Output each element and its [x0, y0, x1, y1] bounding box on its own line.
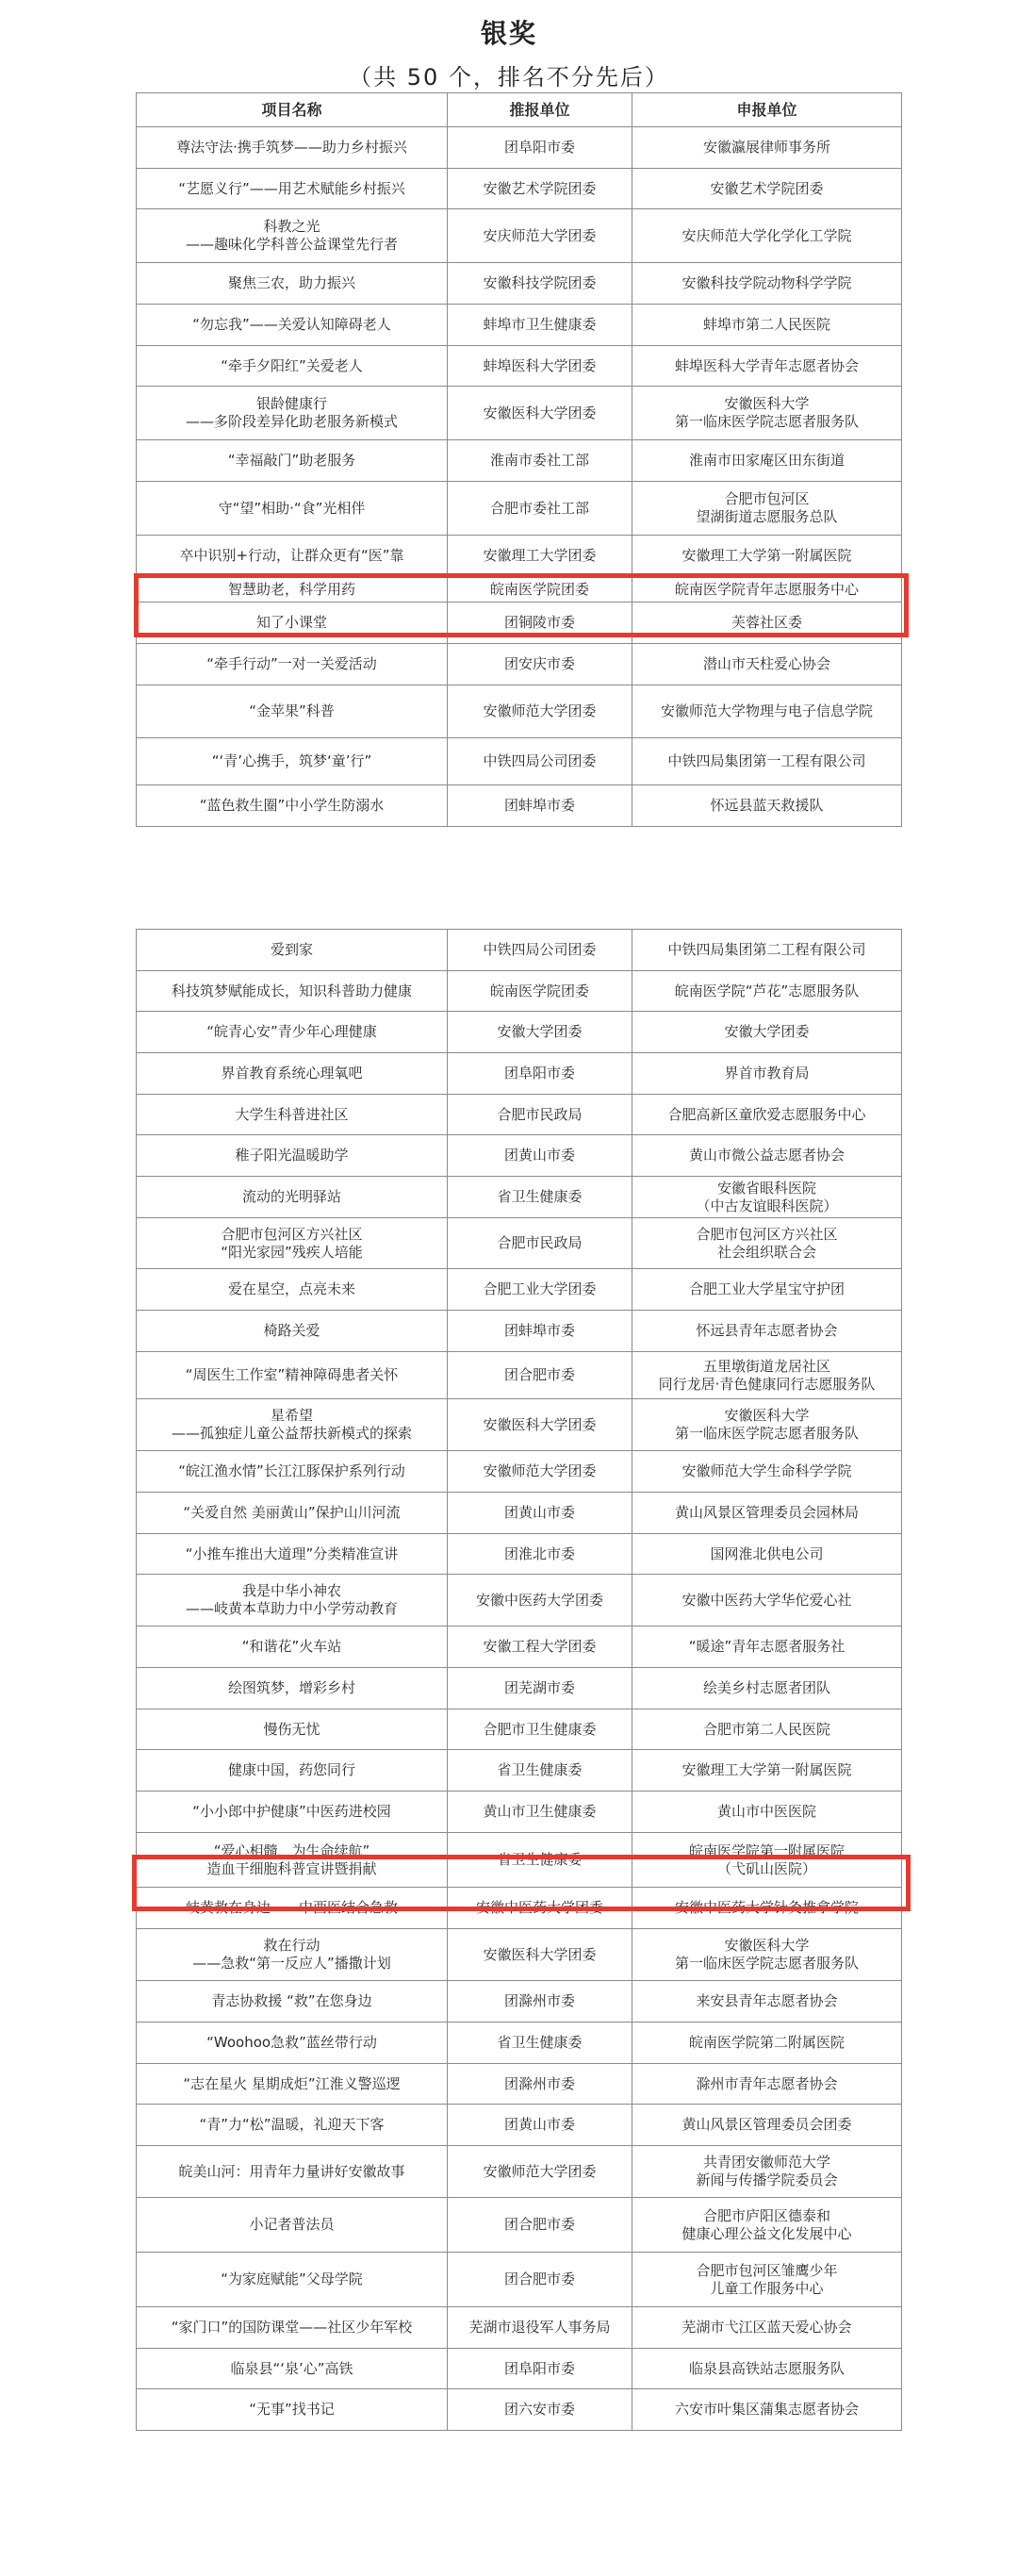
table-row	[137, 1012, 902, 1053]
cell-applying-unit: 黄山市中医医院	[632, 1792, 902, 1833]
table-row	[137, 1929, 902, 1981]
cell-applying-unit: 安徽师范大学物理与电子信息学院	[632, 685, 902, 738]
table-row	[137, 169, 902, 209]
cell-project-name: “无事”找书记	[137, 2389, 448, 2431]
cell-recommending-unit: 安徽大学团委	[448, 1012, 632, 1053]
cell-applying-unit: 芜湖市弋江区蓝天爱心协会	[632, 2307, 902, 2349]
cell-applying-unit: 黄山市微公益志愿者协会	[632, 1135, 902, 1177]
table-row	[137, 1135, 902, 1177]
table-row	[137, 305, 902, 346]
cell-recommending-unit: 合肥市民政局	[448, 1218, 632, 1269]
cell-project-name: 大学生科普进社区	[137, 1095, 448, 1135]
table-row	[137, 971, 902, 1012]
table-row	[137, 1575, 902, 1627]
cell-recommending-unit: 皖南医学院团委	[448, 577, 632, 603]
cell-applying-unit: 六安市叶集区蒲集志愿者协会	[632, 2389, 902, 2431]
cell-project-name: 科教之光 ——趣味化学科普公益课堂先行者	[137, 209, 448, 263]
table-row	[137, 1668, 902, 1709]
table-row	[137, 603, 902, 644]
cell-applying-unit: 安徽艺术学院团委	[632, 169, 902, 209]
cell-project-name: “青”力“松”温暖，礼迎天下客	[137, 2105, 448, 2146]
cell-project-name: 小记者普法员	[137, 2198, 448, 2253]
cell-recommending-unit: 安徽中医药大学团委	[448, 1575, 632, 1627]
table-row	[137, 440, 902, 482]
cell-project-name: “皖青心安”青少年心理健康	[137, 1012, 448, 1053]
cell-applying-unit: 怀远县青年志愿者协会	[632, 1311, 902, 1352]
cell-applying-unit: 滁州市青年志愿者协会	[632, 2064, 902, 2105]
cell-applying-unit: 安徽中医药大学华佗爱心社	[632, 1575, 902, 1627]
header-applying-unit: 申报单位	[632, 93, 902, 127]
cell-recommending-unit: 安徽师范大学团委	[448, 685, 632, 738]
table-row	[137, 1177, 902, 1218]
table-row	[137, 263, 902, 305]
cell-applying-unit: 合肥市第二人民医院	[632, 1709, 902, 1750]
cell-applying-unit: 安庆师范大学化学化工学院	[632, 209, 902, 263]
table-row	[137, 1792, 902, 1833]
cell-project-name: 爱在星空，点亮未来	[137, 1269, 448, 1311]
cell-recommending-unit: 团滁州市委	[448, 1981, 632, 2023]
cell-project-name: 慢伤无忧	[137, 1709, 448, 1750]
cell-applying-unit: 安徽省眼科医院 （中古友谊眼科医院）	[632, 1177, 902, 1218]
cell-recommending-unit: 团合肥市委	[448, 2198, 632, 2253]
table-row	[137, 1352, 902, 1399]
cell-project-name: 守“望”相助·“食”光相伴	[137, 482, 448, 536]
cell-recommending-unit: 团合肥市委	[448, 2253, 632, 2307]
cell-project-name: 我是中华小神农 ——岐黄本草助力中小学劳动教育	[137, 1575, 448, 1627]
table-row	[137, 577, 902, 603]
header-recommending-unit: 推报单位	[448, 93, 632, 127]
cell-applying-unit: 合肥市包河区方兴社区 社会组织联合会	[632, 1218, 902, 1269]
cell-applying-unit: 临泉县高铁站志愿服务队	[632, 2349, 902, 2389]
cell-project-name: 聚焦三农，助力振兴	[137, 263, 448, 305]
award-table-part-2	[136, 929, 902, 2431]
award-table-part-1	[136, 92, 902, 827]
cell-project-name: “周医生工作室”精神障碍患者关怀	[137, 1352, 448, 1399]
cell-project-name: “爱心相髓，为生命续航” 造血干细胞科普宣讲暨捐献	[137, 1833, 448, 1888]
cell-project-name: “蓝色救生圈”中小学生防溺水	[137, 785, 448, 827]
table-row	[137, 346, 902, 387]
cell-project-name: 合肥市包河区方兴社区 “阳光家园”残疾人培能	[137, 1218, 448, 1269]
table-row	[137, 2253, 902, 2307]
table-row	[137, 1451, 902, 1493]
table-row	[137, 2349, 902, 2389]
cell-project-name: “牵手行动”一对一关爱活动	[137, 644, 448, 685]
cell-applying-unit: 皖南医学院青年志愿服务中心	[632, 577, 902, 603]
cell-applying-unit: 合肥高新区童欣爱志愿服务中心	[632, 1095, 902, 1135]
cell-project-name: 岐黄救在身边——中西医结合急救	[137, 1888, 448, 1929]
table-row	[137, 930, 902, 971]
cell-applying-unit: 皖南医学院第一附属医院 （弋矶山医院）	[632, 1833, 902, 1888]
table-row	[137, 785, 902, 827]
cell-project-name: “关爱自然 美丽黄山”保护山川河流	[137, 1493, 448, 1534]
table-row	[137, 1269, 902, 1311]
cell-recommending-unit: 省卫生健康委	[448, 2023, 632, 2064]
cell-recommending-unit: 中铁四局公司团委	[448, 930, 632, 971]
table-row	[137, 2389, 902, 2431]
cell-recommending-unit: 黄山市卫生健康委	[448, 1792, 632, 1833]
cell-applying-unit: “暖途”青年志愿者服务社	[632, 1627, 902, 1668]
cell-recommending-unit: 安徽中医药大学团委	[448, 1888, 632, 1929]
table-row	[137, 1218, 902, 1269]
table-row	[137, 2023, 902, 2064]
cell-applying-unit: 合肥市包河区雏鹰少年 儿童工作服务中心	[632, 2253, 902, 2307]
cell-applying-unit: 蚌埠医科大学青年志愿者协会	[632, 346, 902, 387]
table-row	[137, 1981, 902, 2023]
cell-project-name: “志在星火 星期成炬”江淮义警巡逻	[137, 2064, 448, 2105]
table-row	[137, 2146, 902, 2198]
cell-applying-unit: 安徽中医药大学针灸推拿学院	[632, 1888, 902, 1929]
cell-project-name: 青志协救援 “救”在您身边	[137, 1981, 448, 2023]
cell-recommending-unit: 团芜湖市委	[448, 1668, 632, 1709]
cell-project-name: “小推车推出大道理”分类精准宣讲	[137, 1534, 448, 1575]
cell-recommending-unit: 安庆师范大学团委	[448, 209, 632, 263]
cell-project-name: “家门口”的国防课堂——社区少年军校	[137, 2307, 448, 2349]
cell-recommending-unit: 淮南市委社工部	[448, 440, 632, 482]
cell-applying-unit: 黄山风景区管理委员会团委	[632, 2105, 902, 2146]
cell-project-name: “小小郎中护健康”中医药进校园	[137, 1792, 448, 1833]
cell-project-name: “Woohoo急救”蓝丝带行动	[137, 2023, 448, 2064]
cell-applying-unit: 怀远县蓝天救援队	[632, 785, 902, 827]
cell-project-name: 尊法守法·携手筑梦——助力乡村振兴	[137, 127, 448, 169]
table-row	[137, 1888, 902, 1929]
cell-applying-unit: 国网淮北供电公司	[632, 1534, 902, 1575]
cell-recommending-unit: 团六安市委	[448, 2389, 632, 2431]
cell-recommending-unit: 安徽师范大学团委	[448, 1451, 632, 1493]
cell-recommending-unit: 团阜阳市委	[448, 127, 632, 169]
cell-applying-unit: 黄山风景区管理委员会园林局	[632, 1493, 902, 1534]
cell-applying-unit: 皖南医学院第二附属医院	[632, 2023, 902, 2064]
cell-recommending-unit: 团铜陵市委	[448, 603, 632, 644]
cell-recommending-unit: 省卫生健康委	[448, 1833, 632, 1888]
cell-applying-unit: 中铁四局集团第一工程有限公司	[632, 738, 902, 785]
cell-recommending-unit: 安徽科技学院团委	[448, 263, 632, 305]
cell-project-name: “艺愿义行”——用艺术赋能乡村振兴	[137, 169, 448, 209]
table-row	[137, 209, 902, 263]
cell-project-name: 临泉县“‘泉’心”高铁	[137, 2349, 448, 2389]
cell-recommending-unit: 合肥市卫生健康委	[448, 1709, 632, 1750]
cell-applying-unit: 中铁四局集团第二工程有限公司	[632, 930, 902, 971]
cell-project-name: 银龄健康行 ——多阶段差异化助老服务新模式	[137, 387, 448, 440]
cell-project-name: “金苹果”科普	[137, 685, 448, 738]
cell-recommending-unit: 团阜阳市委	[448, 1053, 632, 1095]
cell-applying-unit: 安徽大学团委	[632, 1012, 902, 1053]
cell-applying-unit: 合肥市庐阳区德泰和 健康心理公益文化发展中心	[632, 2198, 902, 2253]
cell-recommending-unit: 团黄山市委	[448, 1135, 632, 1177]
cell-project-name: 爱到家	[137, 930, 448, 971]
cell-applying-unit: 合肥市包河区 望湖街道志愿服务总队	[632, 482, 902, 536]
cell-recommending-unit: 团黄山市委	[448, 2105, 632, 2146]
table-body-part-2	[137, 930, 902, 2431]
cell-applying-unit: 安徽理工大学第一附属医院	[632, 1750, 902, 1792]
cell-project-name: 救在行动 ——急救“第一反应人”播撒计划	[137, 1929, 448, 1981]
cell-recommending-unit: 团蚌埠市委	[448, 1311, 632, 1352]
cell-project-name: “皖江渔水情”长江江豚保护系列行动	[137, 1451, 448, 1493]
cell-project-name: 皖美山河：用青年力量讲好安徽故事	[137, 2146, 448, 2198]
table-row	[137, 387, 902, 440]
cell-recommending-unit: 省卫生健康委	[448, 1177, 632, 1218]
cell-applying-unit: 来安县青年志愿者协会	[632, 1981, 902, 2023]
cell-recommending-unit: 团蚌埠市委	[448, 785, 632, 827]
table-row	[137, 1399, 902, 1451]
cell-recommending-unit: 团淮北市委	[448, 1534, 632, 1575]
header-project-name: 项目名称	[137, 93, 448, 127]
table-row	[137, 685, 902, 738]
cell-applying-unit: 芙蓉社区委	[632, 603, 902, 644]
cell-project-name: 知了小课堂	[137, 603, 448, 644]
cell-project-name: 界首教育系统心理氧吧	[137, 1053, 448, 1095]
table-row	[137, 1095, 902, 1135]
cell-applying-unit: 共青团安徽师范大学 新闻与传播学院委员会	[632, 2146, 902, 2198]
table-row	[137, 644, 902, 685]
cell-applying-unit: 蚌埠市第二人民医院	[632, 305, 902, 346]
cell-recommending-unit: 安徽师范大学团委	[448, 2146, 632, 2198]
cell-project-name: 椅路关爱	[137, 1311, 448, 1352]
cell-recommending-unit: 团安庆市委	[448, 644, 632, 685]
table-row	[137, 1709, 902, 1750]
cell-applying-unit: 安徽瀛展律师事务所	[632, 127, 902, 169]
table-row	[137, 2307, 902, 2349]
cell-applying-unit: 安徽医科大学 第一临床医学院志愿者服务队	[632, 1399, 902, 1451]
cell-project-name: 流动的光明驿站	[137, 1177, 448, 1218]
cell-applying-unit: 五里墩街道龙居社区 同行龙居·青色健康同行志愿服务队	[632, 1352, 902, 1399]
cell-recommending-unit: 蚌埠市卫生健康委	[448, 305, 632, 346]
cell-project-name: 稚子阳光温暖助学	[137, 1135, 448, 1177]
table-row	[137, 1534, 902, 1575]
table-row	[137, 536, 902, 577]
cell-recommending-unit: 团合肥市委	[448, 1352, 632, 1399]
table-row	[137, 1311, 902, 1352]
table-header-row	[137, 93, 902, 127]
cell-recommending-unit: 团滁州市委	[448, 2064, 632, 2105]
table-row	[137, 482, 902, 536]
cell-project-name: “勿忘我”——关爱认知障碍老人	[137, 305, 448, 346]
cell-project-name: “幸福敲门”助老服务	[137, 440, 448, 482]
cell-recommending-unit: 安徽医科大学团委	[448, 1929, 632, 1981]
table-body-part-1	[137, 127, 902, 827]
cell-applying-unit: 界首市教育局	[632, 1053, 902, 1095]
cell-recommending-unit: 安徽艺术学院团委	[448, 169, 632, 209]
cell-recommending-unit: 安徽理工大学团委	[448, 536, 632, 577]
cell-applying-unit: 安徽医科大学 第一临床医学院志愿者服务队	[632, 387, 902, 440]
cell-recommending-unit: 皖南医学院团委	[448, 971, 632, 1012]
cell-applying-unit: 安徽科技学院动物科学学院	[632, 263, 902, 305]
table-row	[137, 1833, 902, 1888]
cell-project-name: “和谐花”火车站	[137, 1627, 448, 1668]
table-row	[137, 2105, 902, 2146]
cell-recommending-unit: 合肥市委社工部	[448, 482, 632, 536]
cell-project-name: 科技筑梦赋能成长，知识科普助力健康	[137, 971, 448, 1012]
cell-recommending-unit: 合肥工业大学团委	[448, 1269, 632, 1311]
cell-applying-unit: 绘美乡村志愿者团队	[632, 1668, 902, 1709]
cell-project-name: 健康中国，药您同行	[137, 1750, 448, 1792]
table-row	[137, 127, 902, 169]
cell-project-name: 卒中识别+行动，让群众更有“医”靠	[137, 536, 448, 577]
table-row	[137, 2198, 902, 2253]
table-row	[137, 1053, 902, 1095]
cell-applying-unit: 安徽理工大学第一附属医院	[632, 536, 902, 577]
cell-project-name: “牵手夕阳红”关爱老人	[137, 346, 448, 387]
table-row	[137, 1493, 902, 1534]
table-row	[137, 738, 902, 785]
cell-applying-unit: 合肥工业大学星宝守护团	[632, 1269, 902, 1311]
cell-applying-unit: 潜山市天柱爱心协会	[632, 644, 902, 685]
cell-project-name: “为家庭赋能”父母学院	[137, 2253, 448, 2307]
cell-recommending-unit: 团阜阳市委	[448, 2349, 632, 2389]
cell-recommending-unit: 合肥市民政局	[448, 1095, 632, 1135]
page-title: 银奖	[480, 18, 537, 49]
cell-applying-unit: 皖南医学院“芦花”志愿服务队	[632, 971, 902, 1012]
table-row	[137, 1627, 902, 1668]
cell-recommending-unit: 省卫生健康委	[448, 1750, 632, 1792]
cell-project-name: 绘图筑梦，增彩乡村	[137, 1668, 448, 1709]
cell-recommending-unit: 团黄山市委	[448, 1493, 632, 1534]
cell-recommending-unit: 安徽医科大学团委	[448, 1399, 632, 1451]
table-row	[137, 2064, 902, 2105]
cell-project-name: 智慧助老，科学用药	[137, 577, 448, 603]
cell-recommending-unit: 安徽医科大学团委	[448, 387, 632, 440]
cell-applying-unit: 淮南市田家庵区田东街道	[632, 440, 902, 482]
cell-applying-unit: 安徽医科大学 第一临床医学院志愿者服务队	[632, 1929, 902, 1981]
cell-project-name: “‘青’心携手，筑梦‘童’行”	[137, 738, 448, 785]
cell-recommending-unit: 蚌埠医科大学团委	[448, 346, 632, 387]
cell-applying-unit: 安徽师范大学生命科学学院	[632, 1451, 902, 1493]
cell-project-name: 星希望 ——孤独症儿童公益帮扶新模式的探索	[137, 1399, 448, 1451]
table-row	[137, 1750, 902, 1792]
page-subtitle: （共 50 个，排名不分先后）	[349, 64, 669, 91]
cell-recommending-unit: 安徽工程大学团委	[448, 1627, 632, 1668]
cell-recommending-unit: 芜湖市退役军人事务局	[448, 2307, 632, 2349]
cell-recommending-unit: 中铁四局公司团委	[448, 738, 632, 785]
